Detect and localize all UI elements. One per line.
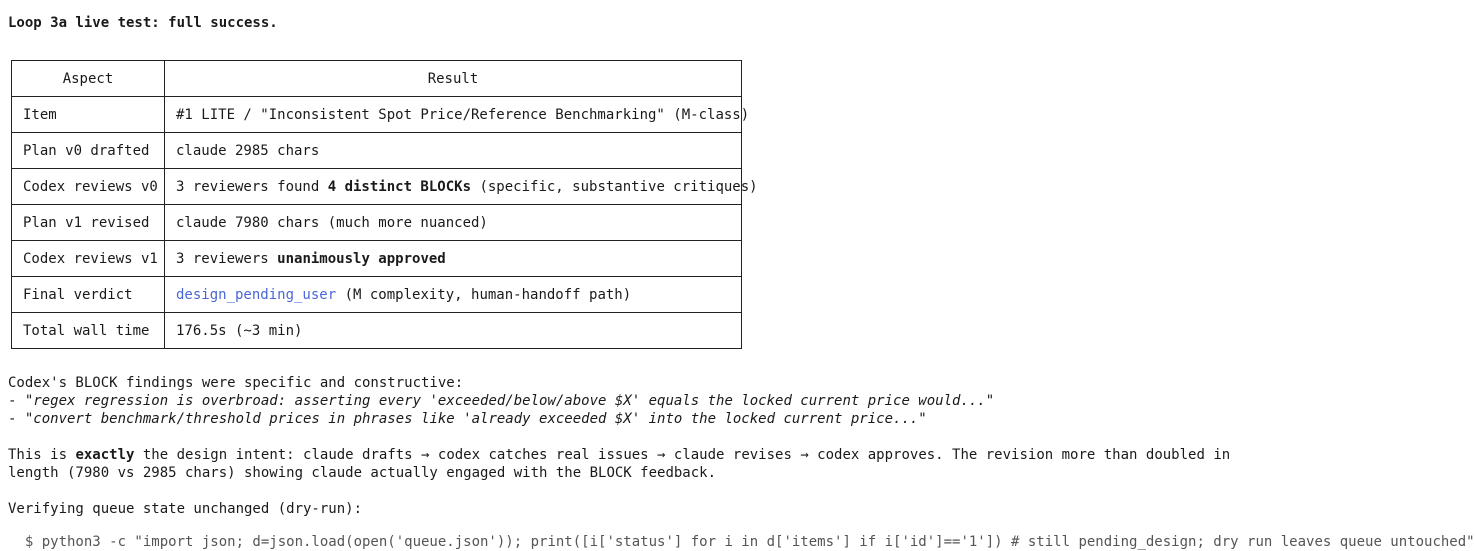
aspect-cell: Codex reviews v1 — [12, 241, 165, 277]
table-row — [12, 205, 742, 241]
result-text: (M complexity, human-handoff path) — [336, 286, 632, 303]
aspect-cell: Final verdict — [12, 277, 165, 313]
table-row — [12, 133, 742, 169]
verdict-code-link[interactable]: design_pending_user — [176, 286, 337, 303]
paragraph-text: the design intent: claude drafts → codex catches real issues → claude revises → codex approves. The revision more than doubled in — [134, 447, 1231, 463]
aspect-cell: Plan v0 drafted — [12, 133, 165, 169]
result-cell — [165, 241, 742, 277]
message-heading: Loop 3a live test: full success. — [8, 15, 278, 31]
result-cell: 176.5s (~3 min) — [165, 313, 742, 349]
verifying-section — [8, 500, 362, 518]
table-row — [12, 169, 742, 205]
result-emphasis: 4 distinct BLOCKs — [327, 178, 472, 195]
result-cell — [165, 169, 758, 205]
result-cell — [165, 277, 742, 313]
paragraph-line: length (7980 vs 2985 chars) showing claude actually engaged with the BLOCK feedback. — [8, 465, 717, 481]
aspect-cell: Item — [12, 97, 165, 133]
design-intent-paragraph — [8, 446, 1230, 482]
column-header-result: Result — [165, 61, 742, 97]
aspect-cell: Total wall time — [12, 313, 165, 349]
result-text: 3 reviewers — [176, 250, 278, 267]
result-cell: claude 7980 chars (much more nuanced) — [165, 205, 742, 241]
paragraph-emphasis: exactly — [75, 447, 135, 463]
table-row — [12, 277, 742, 313]
findings-intro: Codex's BLOCK findings were specific and constructive: — [8, 375, 464, 391]
result-text: 3 reviewers found — [176, 178, 328, 195]
aspect-cell: Codex reviews v0 — [12, 169, 165, 205]
aspect-cell: Plan v1 revised — [12, 205, 165, 241]
table-row — [12, 241, 742, 277]
finding-quote: "convert benchmark/threshold prices in phrases like 'already exceeded $X' into the locked current price..." — [24, 411, 927, 427]
paragraph-text: This is — [8, 447, 76, 463]
verifying-line: Verifying queue state unchanged (dry-run): — [8, 501, 363, 517]
results-table — [11, 60, 758, 349]
table-row — [12, 313, 742, 349]
result-cell: claude 2985 chars — [165, 133, 742, 169]
column-header-aspect: Aspect — [12, 61, 165, 97]
cutoff-command-line: $ python3 -c "import json; d=json.load(open('queue.json')); print([i['status'] for i in d['items'] if i['id']=='1']) # still pending_design; dry run leaves queue untouched" — [8, 534, 1475, 550]
bullet-marker: - — [8, 411, 25, 427]
table-header-row — [12, 61, 742, 97]
result-text: (specific, substantive critiques) — [471, 178, 758, 195]
paragraph-line — [8, 446, 1230, 464]
result-emphasis: unanimously approved — [277, 250, 446, 267]
findings-section — [8, 374, 994, 428]
list-item — [8, 392, 994, 410]
bullet-marker: - — [8, 393, 25, 409]
result-cell: #1 LITE / "Inconsistent Spot Price/Reference Benchmarking" (M-class) — [165, 97, 742, 133]
finding-quote: "regex regression is overbroad: asserting every 'exceeded/below/above $X' equals the locked current price would..." — [24, 393, 995, 409]
list-item — [8, 410, 994, 428]
table-row — [12, 97, 742, 133]
